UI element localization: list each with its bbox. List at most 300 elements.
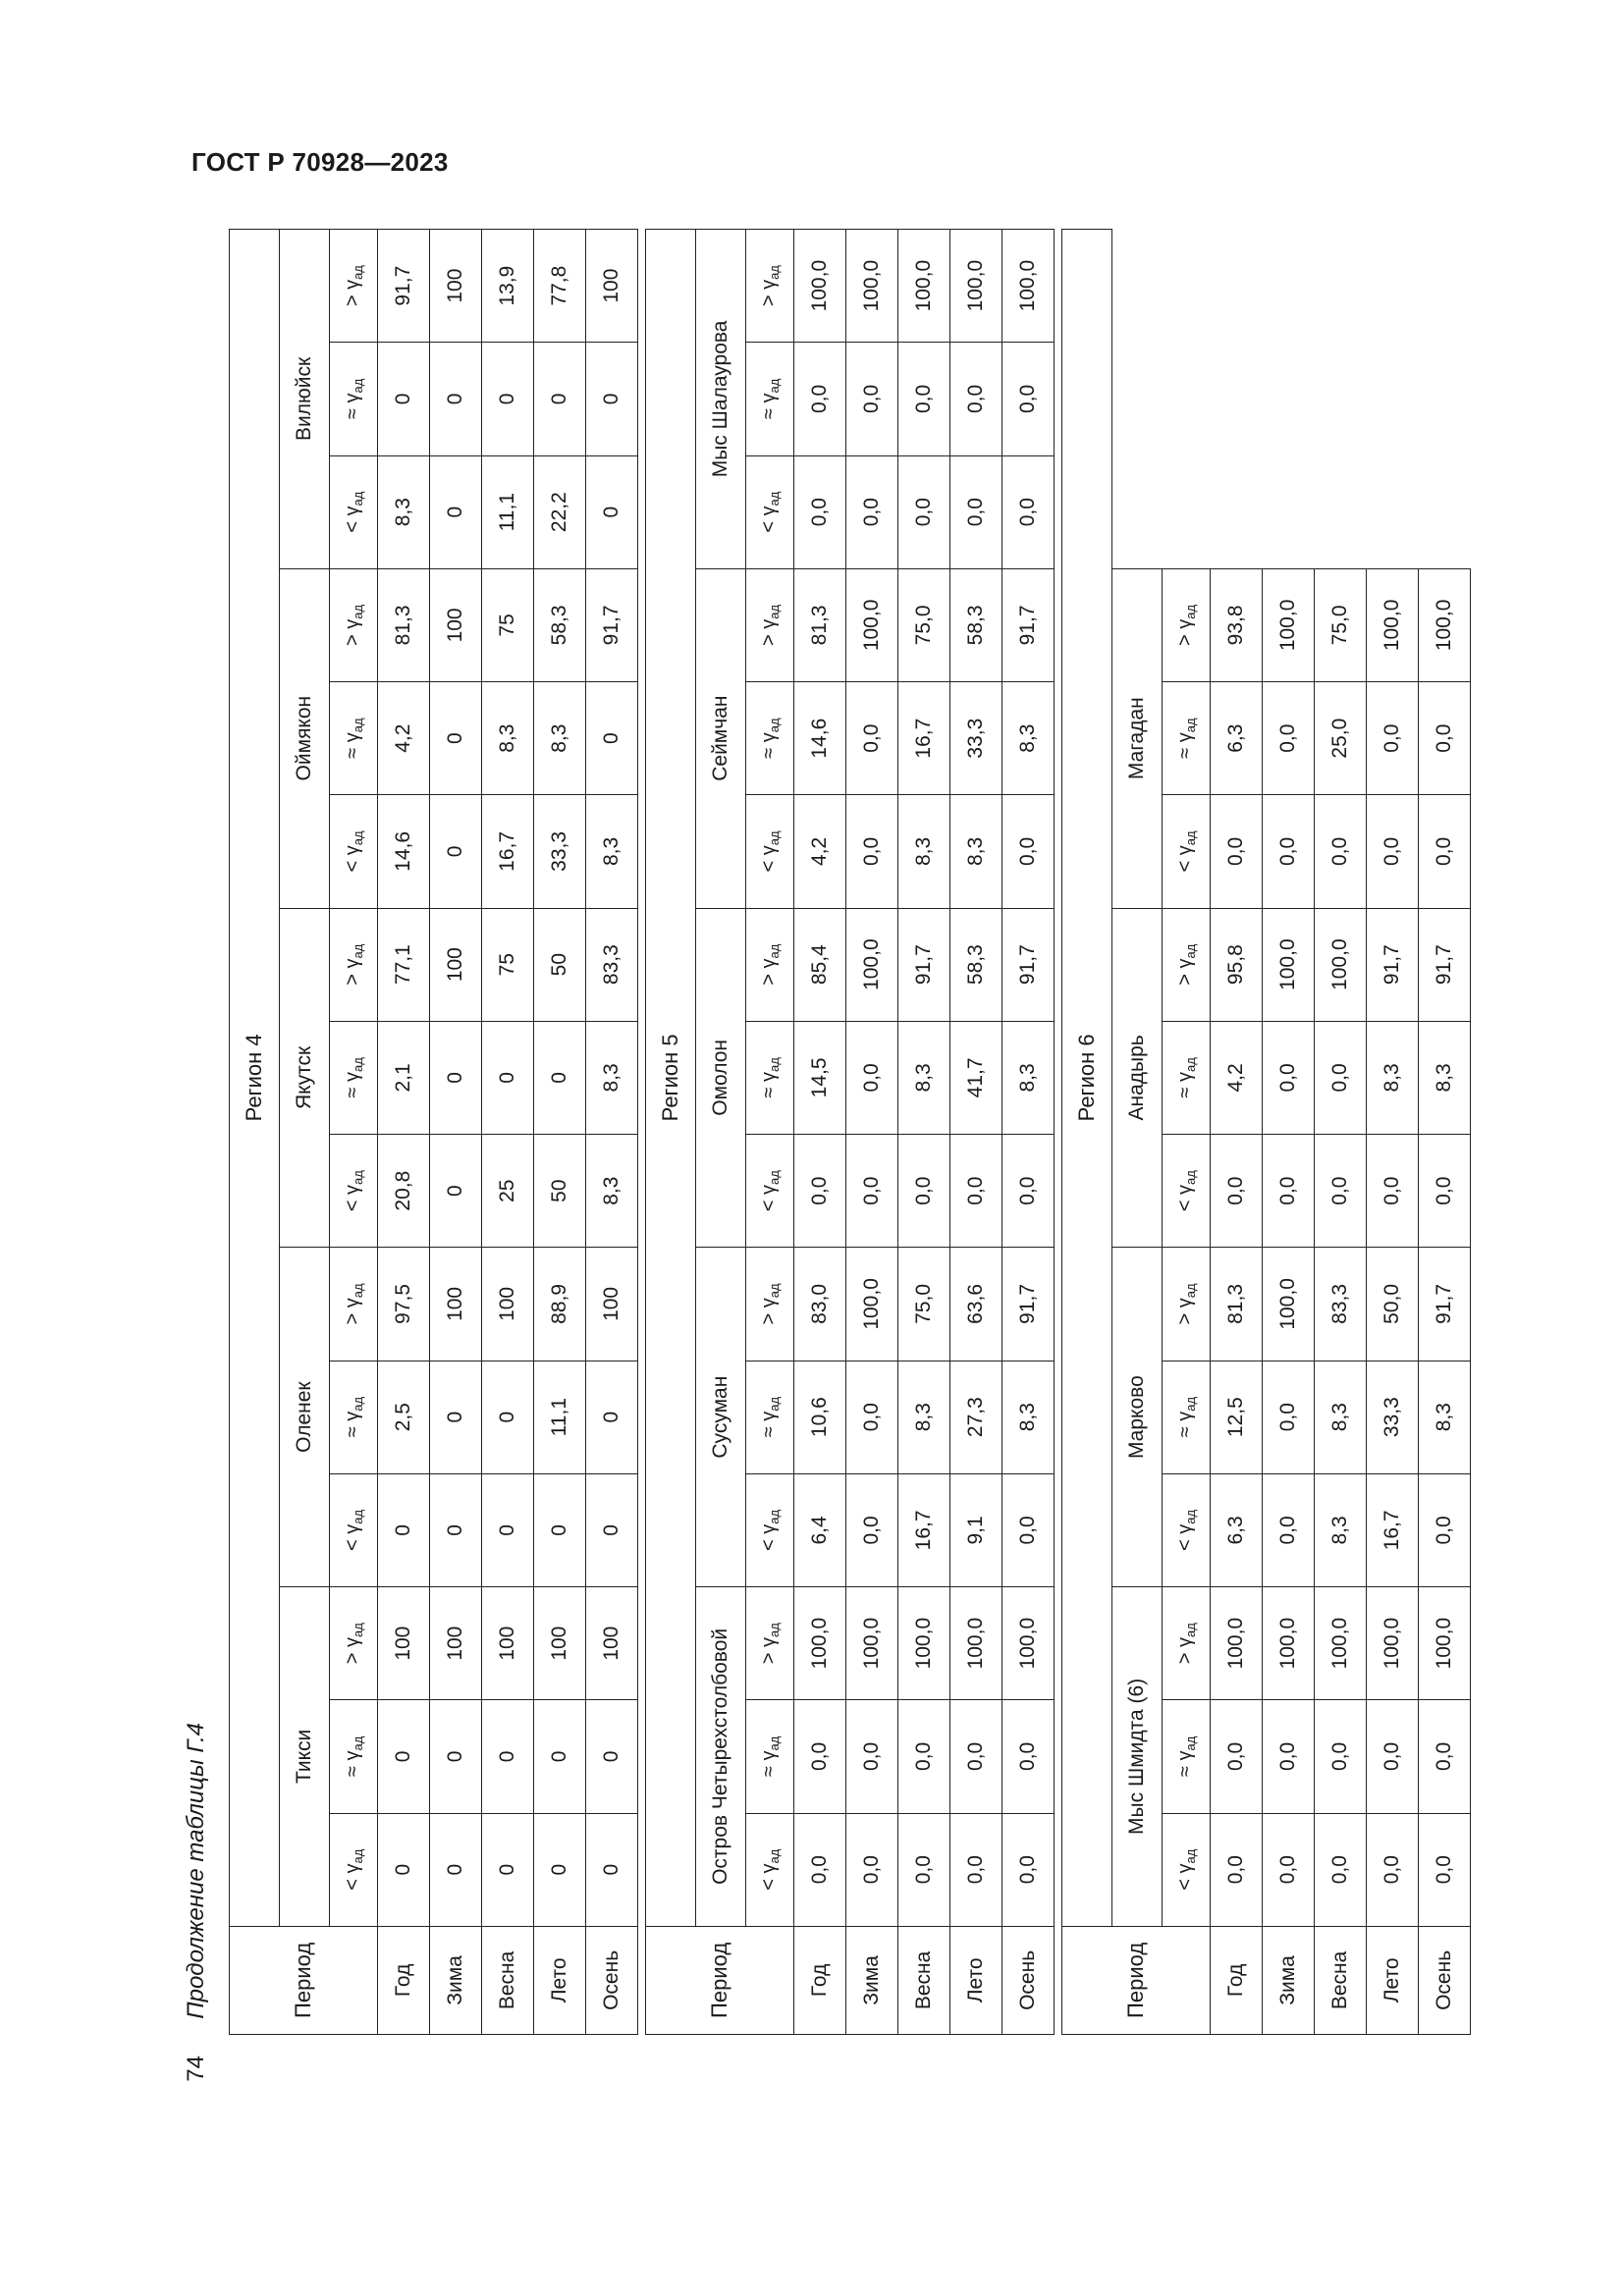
symbol-subscript: ад [767, 1509, 782, 1524]
period-cell: Осень [1419, 1926, 1471, 2034]
symbol-header: < $\gamma_{ад}$ [746, 455, 794, 568]
period-cell: Осень [586, 1926, 638, 2034]
value-cell: 100,0 [794, 1587, 846, 1700]
value-cell: 8,3 [586, 795, 638, 908]
value-cell: 0,0 [1315, 795, 1367, 908]
value-cell: 14,6 [378, 795, 430, 908]
value-cell: 75,0 [898, 1248, 950, 1361]
period-cell: Зима [1263, 1926, 1315, 2034]
value-cell: 16,7 [898, 1473, 950, 1586]
value-cell: 91,7 [1419, 1248, 1471, 1361]
value-cell: 0 [430, 1813, 482, 1926]
document-header: ГОСТ Р 70928—2023 [191, 147, 449, 177]
symbol-subscript: ад [1183, 718, 1198, 733]
value-cell: 0 [378, 343, 430, 455]
value-cell: 2,5 [378, 1361, 430, 1473]
value-cell: 100,0 [794, 230, 846, 343]
value-cell: 16,7 [1367, 1473, 1419, 1586]
symbol-subscript: ад [1183, 1623, 1198, 1637]
value-cell: 0,0 [846, 1700, 898, 1813]
symbol-header: < $\gamma_{ад}$ [330, 1135, 378, 1248]
value-cell: 100,0 [1315, 1587, 1367, 1700]
value-cell: 0,0 [846, 795, 898, 908]
period-cell: Год [378, 1926, 430, 2034]
symbol-header: > $\gamma_{ад}$ [746, 568, 794, 681]
station-name: Омолон [696, 908, 746, 1248]
region-row [1062, 230, 1112, 2035]
symbol-header: ≈ $\gamma_{ад}$ [746, 1021, 794, 1134]
value-cell: 50 [534, 908, 586, 1021]
value-cell: 91,7 [378, 230, 430, 343]
value-cell: 50,0 [1367, 1248, 1419, 1361]
value-cell: 0 [586, 1700, 638, 1813]
value-cell: 0,0 [898, 1813, 950, 1926]
value-cell: 0 [586, 1813, 638, 1926]
value-cell: 0 [430, 1021, 482, 1134]
table-row [430, 230, 482, 2035]
value-cell: 0,0 [1367, 795, 1419, 908]
table-row [898, 230, 950, 2035]
value-cell: 0,0 [1367, 682, 1419, 795]
value-cell: 0,0 [794, 1135, 846, 1248]
symbol-subscript: ад [1183, 1735, 1198, 1751]
region-row [646, 230, 696, 2035]
value-cell: 0 [534, 1813, 586, 1926]
table-row [1002, 230, 1055, 2035]
station-row [696, 230, 746, 2035]
value-cell: 0,0 [950, 1700, 1002, 1813]
symbol-header: ≈ $\gamma_{ад}$ [746, 343, 794, 455]
value-cell: 91,7 [1419, 908, 1471, 1021]
value-cell: 0,0 [1002, 1813, 1055, 1926]
value-cell: 0,0 [1419, 1700, 1471, 1813]
value-cell: 81,3 [1211, 1248, 1263, 1361]
table-row [482, 230, 534, 2035]
symbol-header: > $\gamma_{ад}$ [746, 230, 794, 343]
station-row [280, 230, 330, 2035]
symbol-header: ≈ $\gamma_{ад}$ [746, 1361, 794, 1473]
value-cell: 75 [482, 568, 534, 681]
value-cell: 0,0 [794, 1813, 846, 1926]
value-cell: 0,0 [1263, 1021, 1315, 1134]
value-cell: 100,0 [846, 1587, 898, 1700]
value-cell: 75 [482, 908, 534, 1021]
value-cell: 11,1 [482, 455, 534, 568]
station-name: Сусуман [696, 1248, 746, 1587]
value-cell: 0 [482, 1361, 534, 1473]
symbol-subscript: ад [1183, 1396, 1198, 1412]
value-cell: 0,0 [1263, 795, 1315, 908]
value-cell: 100,0 [846, 230, 898, 343]
period-header: Период [646, 1926, 794, 2034]
value-cell: 0,0 [1419, 1813, 1471, 1926]
value-cell: 93,8 [1211, 568, 1263, 681]
value-cell: 8,3 [898, 795, 950, 908]
page-number: 74 [183, 2056, 209, 2082]
value-cell: 8,3 [586, 1021, 638, 1134]
symbol-header: ≈ $\gamma_{ад}$ [330, 343, 378, 455]
period-cell: Лето [1367, 1926, 1419, 2034]
value-cell: 22,2 [534, 455, 586, 568]
station-name: Анадырь [1112, 908, 1163, 1248]
station-name: Якутск [280, 908, 330, 1248]
value-cell: 100 [430, 230, 482, 343]
value-cell: 0 [482, 1021, 534, 1134]
period-cell: Лето [950, 1926, 1002, 2034]
value-cell: 100,0 [1002, 1587, 1055, 1700]
value-cell: 85,4 [794, 908, 846, 1021]
value-cell: 8,3 [586, 1135, 638, 1248]
value-cell: 0 [534, 1021, 586, 1134]
value-cell: 83,3 [1315, 1248, 1367, 1361]
table-row [794, 230, 846, 2035]
value-cell: 20,8 [378, 1135, 430, 1248]
period-cell: Весна [898, 1926, 950, 2034]
value-cell: 8,3 [1002, 1021, 1055, 1134]
table-row [378, 230, 430, 2035]
value-cell: 0,0 [1419, 1473, 1471, 1586]
value-cell: 0 [378, 1700, 430, 1813]
value-cell: 0,0 [1211, 795, 1263, 908]
value-cell: 8,3 [1002, 682, 1055, 795]
symbol-subscript: ад [351, 1057, 365, 1073]
value-cell: 0,0 [1002, 455, 1055, 568]
value-cell: 91,7 [1002, 908, 1055, 1021]
value-cell: 100,0 [1263, 1248, 1315, 1361]
symbol-header: > $\gamma_{ад}$ [746, 1248, 794, 1361]
symbol-header: > $\gamma_{ад}$ [1163, 1587, 1211, 1700]
value-cell: 11,1 [534, 1361, 586, 1473]
value-cell: 0,0 [1315, 1021, 1367, 1134]
table-row [534, 230, 586, 2035]
symbol-subscript: ад [1183, 943, 1198, 959]
symbol-header: ≈ $\gamma_{ад}$ [330, 1700, 378, 1813]
value-cell: 0,0 [1002, 1473, 1055, 1586]
value-cell: 100 [586, 1248, 638, 1361]
symbol-header: < $\gamma_{ад}$ [330, 795, 378, 908]
value-cell: 0,0 [846, 1021, 898, 1134]
data-table [229, 229, 1471, 2035]
value-cell: 100,0 [1263, 908, 1315, 1021]
value-cell: 100,0 [846, 908, 898, 1021]
value-cell: 4,2 [794, 795, 846, 908]
value-cell: 0,0 [846, 1361, 898, 1473]
value-cell: 0 [586, 455, 638, 568]
symbol-header: > $\gamma_{ад}$ [746, 908, 794, 1021]
station-name: Оймякон [280, 568, 330, 908]
symbol-header: < $\gamma_{ад}$ [746, 1473, 794, 1586]
period-cell: Весна [1315, 1926, 1367, 2034]
spacer-cell [1055, 230, 1062, 2035]
symbol-subscript: ад [767, 491, 782, 507]
symbol-header: < $\gamma_{ад}$ [330, 455, 378, 568]
period-cell: Зима [430, 1926, 482, 2034]
value-cell: 0 [430, 682, 482, 795]
value-cell: 0,0 [1367, 1135, 1419, 1248]
symbol-subscript: ад [767, 604, 782, 619]
value-cell: 50 [534, 1135, 586, 1248]
value-cell: 0,0 [1263, 682, 1315, 795]
value-cell: 0 [430, 455, 482, 568]
value-cell: 100 [430, 908, 482, 1021]
table-caption: Продолжение таблицы Г.4 [183, 1723, 209, 2019]
value-cell: 100 [534, 1587, 586, 1700]
value-cell: 0,0 [1002, 343, 1055, 455]
value-cell: 0 [586, 1361, 638, 1473]
table-row [1367, 230, 1419, 2035]
table-row [1419, 230, 1471, 2035]
value-cell: 100,0 [846, 568, 898, 681]
value-cell: 58,3 [534, 568, 586, 681]
value-cell: 0,0 [846, 343, 898, 455]
symbol-header: > $\gamma_{ад}$ [330, 1587, 378, 1700]
value-cell: 100,0 [1263, 568, 1315, 681]
table-row [1263, 230, 1315, 2035]
symbol-header: > $\gamma_{ад}$ [1163, 568, 1211, 681]
value-cell: 0,0 [1211, 1700, 1263, 1813]
value-cell: 91,7 [1367, 908, 1419, 1021]
value-cell: 100 [378, 1587, 430, 1700]
symbol-header: < $\gamma_{ад}$ [746, 1135, 794, 1248]
symbol-subscript: ад [351, 1623, 365, 1637]
value-cell: 0,0 [898, 1700, 950, 1813]
value-cell: 2,1 [378, 1021, 430, 1134]
value-cell: 0,0 [794, 455, 846, 568]
symbol-subscript: ад [351, 1396, 365, 1412]
symbol-subscript: ад [351, 830, 365, 846]
station-name: Остров Четырехстолбовой [696, 1587, 746, 1927]
symbol-subscript: ад [767, 1735, 782, 1751]
value-cell: 100 [430, 1587, 482, 1700]
symbol-subscript: ад [767, 265, 782, 280]
station-name: Тикси [280, 1587, 330, 1927]
value-cell: 0 [534, 1700, 586, 1813]
symbol-header: < $\gamma_{ад}$ [1163, 1813, 1211, 1926]
value-cell: 0,0 [1002, 1700, 1055, 1813]
symbol-subscript: ад [767, 1057, 782, 1073]
value-cell: 81,3 [794, 568, 846, 681]
value-cell: 8,3 [482, 682, 534, 795]
value-cell: 0 [482, 1473, 534, 1586]
value-cell: 8,3 [898, 1361, 950, 1473]
region-title: Регион 5 [646, 230, 696, 1927]
symbol-subscript: ад [351, 1170, 365, 1185]
symbol-header: ≈ $\gamma_{ад}$ [330, 682, 378, 795]
period-cell: Осень [1002, 1926, 1055, 2034]
value-cell: 33,3 [534, 795, 586, 908]
value-cell: 0 [430, 1700, 482, 1813]
symbol-header: > $\gamma_{ад}$ [330, 908, 378, 1021]
value-cell: 0,0 [950, 343, 1002, 455]
value-cell: 0 [430, 1135, 482, 1248]
value-cell: 81,3 [378, 568, 430, 681]
symbol-header: ≈ $\gamma_{ад}$ [330, 1021, 378, 1134]
symbol-header: < $\gamma_{ад}$ [746, 1813, 794, 1926]
value-cell: 75,0 [898, 568, 950, 681]
value-cell: 8,3 [1419, 1361, 1471, 1473]
symbol-subscript: ад [351, 1509, 365, 1524]
symbol-subscript: ад [767, 830, 782, 846]
value-cell: 100,0 [1419, 568, 1471, 681]
value-cell: 6,3 [1211, 682, 1263, 795]
value-cell: 77,1 [378, 908, 430, 1021]
symbol-subscript: ад [767, 943, 782, 959]
value-cell: 0 [378, 1473, 430, 1586]
value-cell: 0,0 [898, 1135, 950, 1248]
value-cell: 0,0 [846, 455, 898, 568]
value-cell: 58,3 [950, 568, 1002, 681]
symbol-subscript: ад [351, 718, 365, 733]
symbol-header: ≈ $\gamma_{ад}$ [330, 1361, 378, 1473]
value-cell: 16,7 [482, 795, 534, 908]
symbol-header: > $\gamma_{ад}$ [1163, 908, 1211, 1021]
value-cell: 0 [586, 343, 638, 455]
value-cell: 4,2 [378, 682, 430, 795]
symbol-subscript: ад [351, 1283, 365, 1299]
value-cell: 100 [586, 1587, 638, 1700]
value-cell: 9,1 [950, 1473, 1002, 1586]
symbol-header: ≈ $\gamma_{ад}$ [1163, 1700, 1211, 1813]
value-cell: 0,0 [794, 343, 846, 455]
table-row [586, 230, 638, 2035]
symbol-subscript: ад [1183, 1057, 1198, 1073]
value-cell: 6,4 [794, 1473, 846, 1586]
value-cell: 8,3 [1315, 1361, 1367, 1473]
value-cell: 83,3 [586, 908, 638, 1021]
value-cell: 0 [534, 343, 586, 455]
symbol-subscript: ад [767, 1848, 782, 1864]
period-cell: Весна [482, 1926, 534, 2034]
symbol-header: ≈ $\gamma_{ад}$ [746, 1700, 794, 1813]
value-cell: 100 [586, 230, 638, 343]
symbol-subscript: ад [351, 943, 365, 959]
symbol-subscript: ад [1183, 604, 1198, 619]
section-spacer [638, 230, 646, 2035]
symbol-subscript: ад [767, 378, 782, 394]
period-header: Период [230, 1926, 378, 2034]
value-cell: 100,0 [1263, 1587, 1315, 1700]
symbol-subscript: ад [1183, 1283, 1198, 1299]
value-cell: 100,0 [1367, 1587, 1419, 1700]
period-cell: Год [1211, 1926, 1263, 2034]
value-cell: 100,0 [898, 230, 950, 343]
value-cell: 27,3 [950, 1361, 1002, 1473]
symbol-header: > $\gamma_{ад}$ [1163, 1248, 1211, 1361]
symbol-header: ≈ $\gamma_{ад}$ [1163, 1021, 1211, 1134]
value-cell: 91,7 [1002, 1248, 1055, 1361]
value-cell: 0,0 [950, 1135, 1002, 1248]
value-cell: 0,0 [1419, 795, 1471, 908]
value-cell: 100,0 [1211, 1587, 1263, 1700]
value-cell: 6,3 [1211, 1473, 1263, 1586]
symbol-subscript: ад [1183, 1848, 1198, 1864]
symbol-subscript: ад [351, 491, 365, 507]
symbol-row [1163, 230, 1211, 2035]
value-cell: 100,0 [950, 230, 1002, 343]
symbol-header: > $\gamma_{ад}$ [746, 1587, 794, 1700]
symbol-subscript: ад [351, 378, 365, 394]
value-cell: 0,0 [846, 682, 898, 795]
value-cell: 0 [430, 1473, 482, 1586]
symbol-subscript: ад [767, 1283, 782, 1299]
value-cell: 0,0 [1211, 1813, 1263, 1926]
symbol-header: > $\gamma_{ад}$ [330, 1248, 378, 1361]
symbol-subscript: ад [767, 1170, 782, 1185]
symbol-header: ≈ $\gamma_{ад}$ [1163, 1361, 1211, 1473]
table-row [1315, 230, 1367, 2035]
station-name: Сеймчан [696, 568, 746, 908]
symbol-header: > $\gamma_{ад}$ [330, 230, 378, 343]
value-cell: 97,5 [378, 1248, 430, 1361]
region-row [230, 230, 280, 2035]
value-cell: 14,5 [794, 1021, 846, 1134]
value-cell: 88,9 [534, 1248, 586, 1361]
value-cell: 0 [482, 1700, 534, 1813]
symbol-subscript: ад [1183, 1509, 1198, 1524]
region-title: Регион 4 [230, 230, 280, 1927]
value-cell: 25,0 [1315, 682, 1367, 795]
value-cell: 0,0 [794, 1700, 846, 1813]
symbol-header: < $\gamma_{ад}$ [746, 795, 794, 908]
value-cell: 0 [482, 1813, 534, 1926]
symbol-subscript: ад [351, 265, 365, 280]
symbol-subscript: ад [351, 604, 365, 619]
symbol-header: < $\gamma_{ад}$ [1163, 1473, 1211, 1586]
period-header: Период [1062, 1926, 1211, 2034]
period-cell: Год [794, 1926, 846, 2034]
value-cell: 0,0 [1315, 1135, 1367, 1248]
section-spacer [1055, 230, 1062, 2035]
value-cell: 0,0 [950, 1813, 1002, 1926]
symbol-subscript: ад [1183, 1170, 1198, 1185]
symbol-header: ≈ $\gamma_{ад}$ [1163, 682, 1211, 795]
station-name: Марково [1112, 1248, 1163, 1587]
value-cell: 0,0 [1419, 1135, 1471, 1248]
value-cell: 100 [430, 1248, 482, 1361]
value-cell: 8,3 [1002, 1361, 1055, 1473]
station-name: Вилюйск [280, 230, 330, 569]
value-cell: 100,0 [950, 1587, 1002, 1700]
value-cell: 16,7 [898, 682, 950, 795]
value-cell: 8,3 [378, 455, 430, 568]
value-cell: 0,0 [1263, 1135, 1315, 1248]
value-cell: 41,7 [950, 1021, 1002, 1134]
value-cell: 91,7 [898, 908, 950, 1021]
value-cell: 10,6 [794, 1361, 846, 1473]
symbol-header: ≈ $\gamma_{ад}$ [746, 682, 794, 795]
station-name: Мыс Шмидта (6) [1112, 1587, 1163, 1927]
value-cell: 0,0 [950, 455, 1002, 568]
value-cell: 0 [534, 1473, 586, 1586]
symbol-row [746, 230, 794, 2035]
value-cell: 33,3 [950, 682, 1002, 795]
value-cell: 0,0 [1367, 1700, 1419, 1813]
value-cell: 0,0 [1211, 1135, 1263, 1248]
region-title: Регион 6 [1062, 230, 1112, 1927]
value-cell: 0 [430, 343, 482, 455]
symbol-header: < $\gamma_{ад}$ [1163, 795, 1211, 908]
value-cell: 0,0 [898, 343, 950, 455]
value-cell: 13,9 [482, 230, 534, 343]
symbol-header: < $\gamma_{ад}$ [1163, 1135, 1211, 1248]
value-cell: 83,0 [794, 1248, 846, 1361]
symbol-subscript: ад [767, 718, 782, 733]
value-cell: 0 [430, 1361, 482, 1473]
table-row [950, 230, 1002, 2035]
rotated-table-frame [229, 229, 1455, 2035]
station-row [1112, 230, 1163, 2035]
value-cell: 75,0 [1315, 568, 1367, 681]
